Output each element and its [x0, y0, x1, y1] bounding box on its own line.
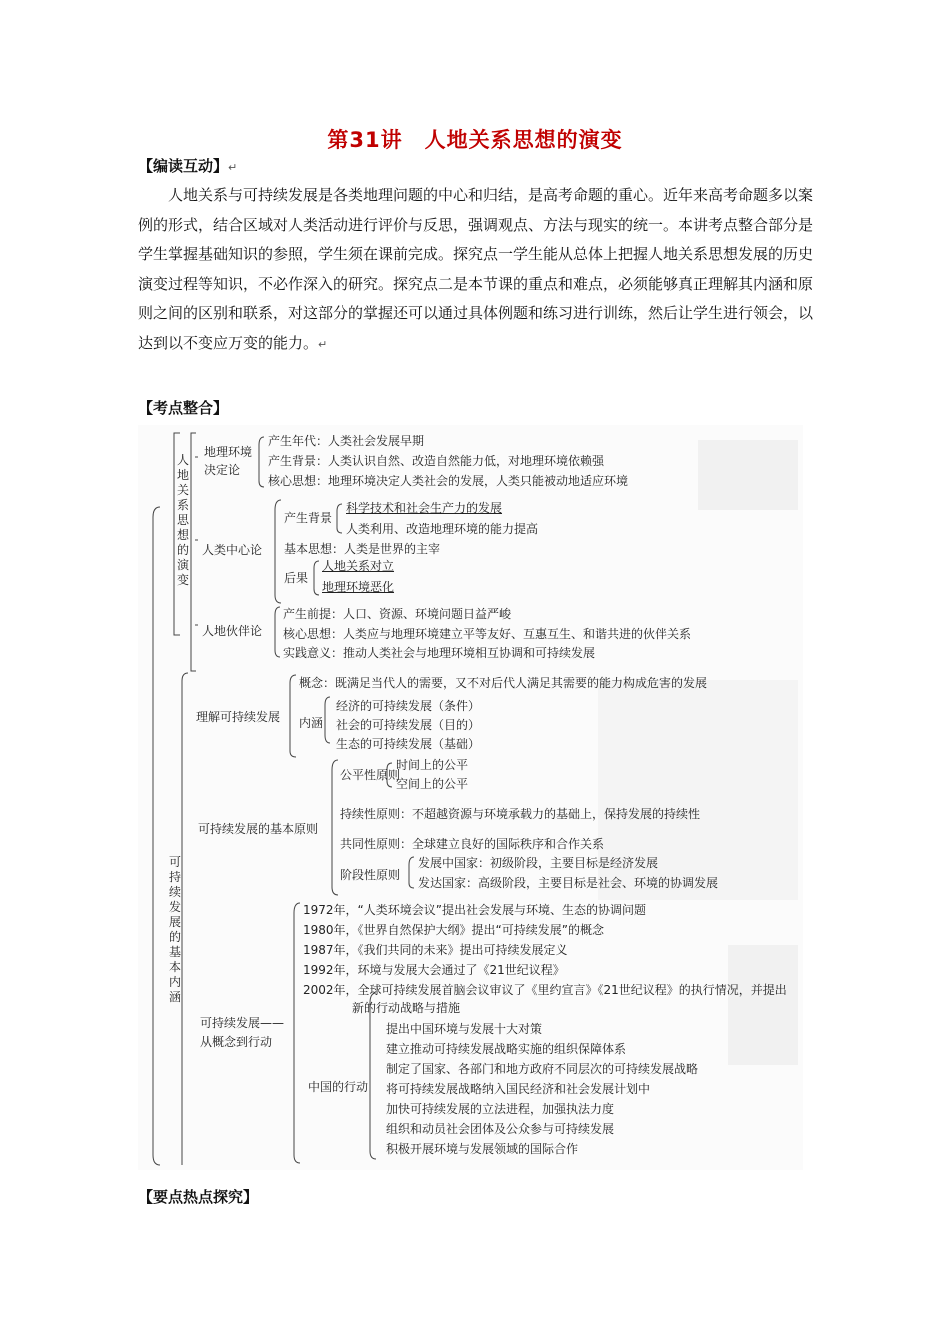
human-center-bg-2: 人类利用、改造地理环境的能力提高: [346, 522, 539, 536]
stage-developing: 发展中国家：初级阶段，主要目标是经济发展: [418, 856, 659, 870]
milestone-2002-cont: 新的行动战略与措施: [352, 1001, 461, 1015]
commonality-principle: 共同性原则：全球建立良好的国际秩序和合作关系: [340, 837, 605, 851]
china-action-5: 加快可持续发展的立法进程，加强执法力度: [386, 1102, 615, 1116]
fairness-time: 时间上的公平: [396, 758, 469, 772]
milestone-1972: 1972年，“人类环境会议”提出社会发展与环境、生态的协调问题: [303, 903, 646, 917]
sd-concept: 概念：既满足当代人的需要，又不对后代人满足其需要的能力构成危害的发展: [299, 676, 708, 690]
section-heading-interactive: 【编读互动】↵: [138, 157, 238, 175]
china-action-6: 组织和动员社会团体及公众参与可持续发展: [386, 1122, 615, 1136]
human-center-bg-1: 科学技术和社会生产力的发展: [346, 501, 503, 515]
partner-core-idea: 核心思想：人类应与地理环境建立平等友好、互惠互生、和谐共进的伙伴关系: [283, 627, 692, 641]
knowledge-diagram: [138, 425, 803, 1170]
root-label-human-land: 人地关系思想的演变: [176, 453, 189, 587]
sd-connotation-ecological: 生态的可持续发展（基础）: [336, 737, 481, 751]
root-label-sustainable: 可持续发展的基本内涵: [168, 855, 181, 1004]
fairness-space: 空间上的公平: [396, 777, 469, 791]
milestone-2002: 2002年，全球可持续发展首脑会议审议了《里约宣言》《21世纪议程》的执行情况，并提出: [303, 983, 787, 997]
lecture-number: 第31讲: [327, 128, 403, 152]
node-partnership: 人地伙伴论: [202, 624, 263, 638]
intro-paragraph: 人地关系与可持续发展是各类地理问题的中心和归结，是高考命题的重心。近年来高考命题多以案例的形式，结合区域对人类活动进行评价与反思，强调观点、方法与现实的统一。本讲考点整合部分是学生掌握基础知识的参照，学生须在课前完成。探究点一学生能从总体上把握人地关系思想发展的历史演变过程等知识，不必作深入的研究。探究点二是本节课的重点和难点，必须能够真正理解其内涵和原则之间的区别和联系，对这部分的掌握还可以通过具体例题和练习进行训练，然后让学生进行领会，以达到以不变应万变的能力。↵: [138, 186, 814, 352]
milestone-1980: 1980年，《世界自然保护大纲》提出“可持续发展”的概念: [303, 923, 604, 937]
stage-principle-label: 阶段性原则: [340, 868, 401, 882]
human-center-basic: 基本思想：人类是世界的主宰: [284, 542, 441, 556]
human-center-result-2: 地理环境恶化: [322, 580, 395, 594]
page-title: [0, 124, 950, 154]
sd-connotation-label: 内涵: [299, 716, 324, 730]
china-action-4: 将可持续发展战略纳入国民经济和社会发展计划中: [386, 1082, 651, 1096]
node-env-determinism-1: 地理环境: [204, 445, 253, 459]
human-center-bg-label: 产生背景: [284, 511, 333, 525]
section-heading-explore: 【要点热点探究】: [138, 1188, 259, 1206]
partner-premise: 产生前提：人口、资源、环境问题日益严峻: [283, 607, 512, 621]
human-center-result-label: 后果: [284, 571, 309, 585]
sd-connotation-economic: 经济的可持续发展（条件）: [336, 699, 481, 713]
partner-practice: 实践意义：推动人类社会与地理环境相互协调和可持续发展: [283, 646, 596, 660]
node-concept-to-action-2: 从概念到行动: [200, 1035, 273, 1049]
stage-developed: 发达国家：高级阶段，主要目标是社会、环境的协调发展: [418, 876, 719, 890]
bracket-lines: [138, 425, 803, 1170]
node-env-determinism-2: 决定论: [204, 463, 241, 477]
node-understand-sd: 理解可持续发展: [196, 710, 281, 724]
sustainability-principle: 持续性原则：不超越资源与环境承载力的基础上，保持发展的持续性: [340, 807, 701, 821]
section-heading-summary: 【考点整合】: [138, 399, 229, 417]
node-basic-principles: 可持续发展的基本原则: [198, 822, 319, 836]
sd-connotation-social: 社会的可持续发展（目的）: [336, 718, 481, 732]
env-det-era: 产生年代：人类社会发展早期: [268, 434, 425, 448]
node-concept-to-action-1: 可持续发展——: [200, 1016, 285, 1030]
fairness-principle-label: 公平性原则: [340, 768, 401, 782]
paragraph-mark: ↵: [228, 161, 238, 174]
china-action-7: 积极开展环境与发展领域的国际合作: [386, 1142, 579, 1156]
china-action-2: 建立推动可持续发展战略实施的组织保障体系: [386, 1042, 627, 1056]
china-action-3: 制定了国家、各部门和地方政府不同层次的可持续发展战略: [386, 1062, 699, 1076]
human-center-result-1: 人地关系对立: [322, 559, 395, 573]
node-china-actions: 中国的行动: [308, 1080, 369, 1094]
milestone-1992: 1992年，环境与发展大会通过了《21世纪议程》: [303, 963, 565, 977]
milestone-1987: 1987年，《我们共同的未来》提出可持续发展定义: [303, 943, 568, 957]
paragraph-mark: ↵: [318, 337, 328, 351]
env-det-background: 产生背景：人类认识自然、改造自然能力低，对地理环境依赖强: [268, 454, 605, 468]
china-action-1: 提出中国环境与发展十大对策: [386, 1022, 543, 1036]
lecture-topic: 人地关系思想的演变: [424, 128, 623, 152]
node-human-centered: 人类中心论: [202, 543, 263, 557]
env-det-core-idea: 核心思想：地理环境决定人类社会的发展，人类只能被动地适应环境: [268, 474, 629, 488]
